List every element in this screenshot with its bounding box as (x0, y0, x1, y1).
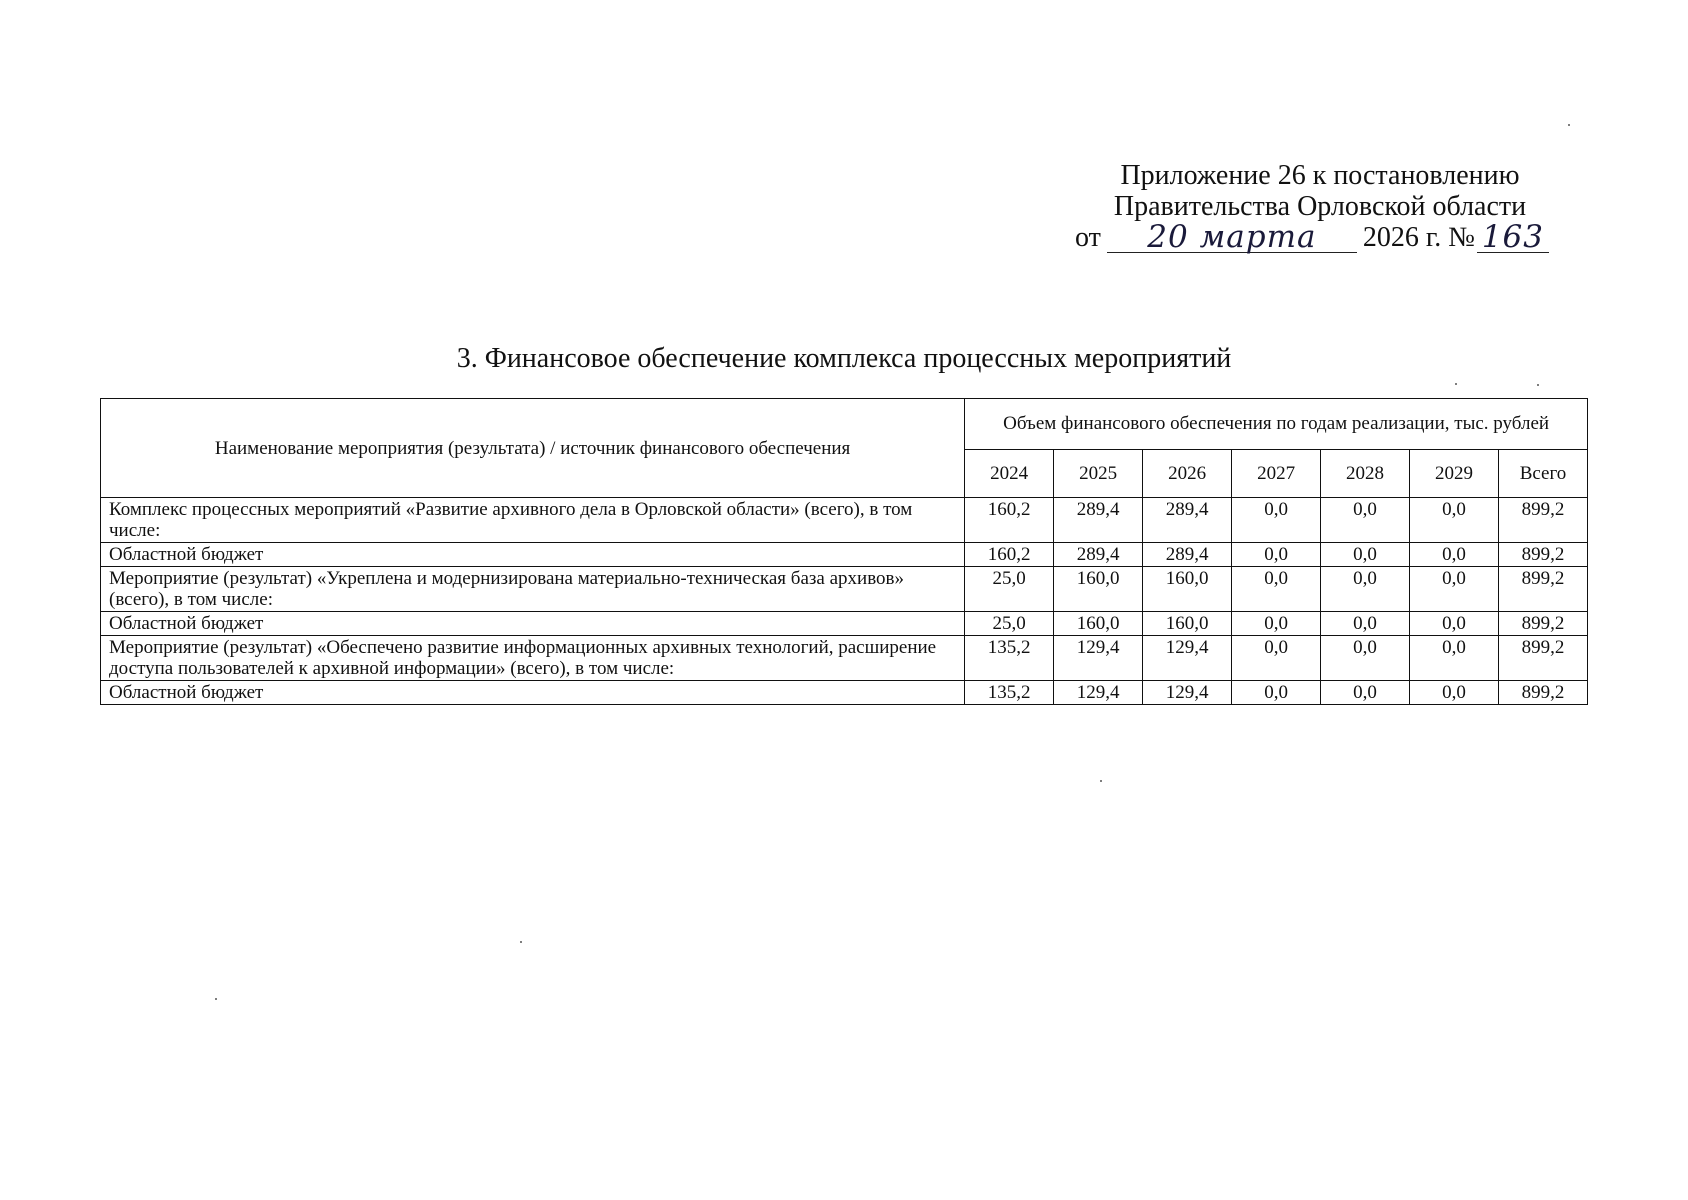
value-cell: 0,0 (1321, 567, 1410, 612)
row-name-cell: Областной бюджет (101, 612, 965, 636)
value-cell: 289,4 (1054, 543, 1143, 567)
scan-speck (215, 998, 217, 1000)
date-prefix: от (1075, 222, 1101, 253)
table-row (101, 567, 1588, 612)
table-row (101, 543, 1588, 567)
scan-speck (1568, 124, 1570, 126)
value-cell: 289,4 (1143, 498, 1232, 543)
value-cell: 899,2 (1498, 498, 1587, 543)
scan-speck (1455, 383, 1457, 385)
value-cell: 135,2 (965, 636, 1054, 681)
scan-speck (1100, 780, 1102, 782)
value-cell: 25,0 (965, 567, 1054, 612)
value-cell: 289,4 (1143, 543, 1232, 567)
value-cell: 160,0 (1054, 612, 1143, 636)
year-header-2027: 2027 (1232, 450, 1321, 498)
value-cell: 160,2 (965, 543, 1054, 567)
table-row (101, 498, 1588, 543)
year-header-2025: 2025 (1054, 450, 1143, 498)
row-name-cell: Комплекс процессных мероприятий «Развитие архивного дела в Орловской области» (всего), в том числе: (101, 498, 965, 543)
value-cell: 899,2 (1498, 543, 1587, 567)
value-cell: 0,0 (1410, 681, 1499, 705)
value-cell: 129,4 (1143, 681, 1232, 705)
date-field (1107, 219, 1357, 255)
number-field (1477, 219, 1549, 255)
value-cell: 289,4 (1054, 498, 1143, 543)
appendix-line-2: Правительства Орловской области (1113, 191, 1527, 222)
row-name-cell: Областной бюджет (101, 543, 965, 567)
row-name-cell: Мероприятие (результат) «Укреплена и модернизирована материально-техническая база архивов» (всего), в том числе: (101, 567, 965, 612)
table-row (101, 681, 1588, 705)
value-cell: 0,0 (1321, 636, 1410, 681)
value-cell: 25,0 (965, 612, 1054, 636)
value-cell: 0,0 (1232, 636, 1321, 681)
row-name-cell: Областной бюджет (101, 681, 965, 705)
value-cell: 0,0 (1410, 612, 1499, 636)
value-cell: 0,0 (1232, 567, 1321, 612)
year-header-total: Всего (1498, 450, 1587, 498)
value-cell: 899,2 (1498, 567, 1587, 612)
year-header-2028: 2028 (1321, 450, 1410, 498)
financing-volume-header: Объем финансового обеспечения по годам реализации, тыс. рублей (965, 399, 1588, 450)
financing-table (100, 398, 1588, 705)
name-column-header: Наименование мероприятия (результата) / источник финансового обеспечения (101, 399, 965, 498)
value-cell: 135,2 (965, 681, 1054, 705)
handwritten-number: 163 (1481, 219, 1544, 255)
value-cell: 899,2 (1498, 636, 1587, 681)
value-cell: 129,4 (1054, 636, 1143, 681)
value-cell: 0,0 (1232, 498, 1321, 543)
value-cell: 899,2 (1498, 681, 1587, 705)
value-cell: 160,0 (1143, 612, 1232, 636)
resolution-year: 2026 г. № (1362, 222, 1475, 253)
value-cell: 0,0 (1321, 498, 1410, 543)
value-cell: 160,2 (965, 498, 1054, 543)
value-cell: 899,2 (1498, 612, 1587, 636)
year-header-2029: 2029 (1410, 450, 1499, 498)
value-cell: 0,0 (1232, 612, 1321, 636)
appendix-line-1: Приложение 26 к постановлению (1120, 160, 1520, 191)
table-row (101, 612, 1588, 636)
value-cell: 160,0 (1054, 567, 1143, 612)
table-body (101, 498, 1588, 705)
value-cell: 0,0 (1232, 543, 1321, 567)
value-cell: 0,0 (1321, 612, 1410, 636)
value-cell: 129,4 (1054, 681, 1143, 705)
scan-speck (520, 941, 522, 943)
row-name-cell: Мероприятие (результат) «Обеспечено развитие информационных архивных технологий, расширение доступа пользователей к архивной информации» (всего), в том числе: (101, 636, 965, 681)
value-cell: 0,0 (1410, 498, 1499, 543)
table-row (101, 636, 1588, 681)
resolution-date-line (1060, 219, 1580, 255)
value-cell: 160,0 (1143, 567, 1232, 612)
value-cell: 0,0 (1232, 681, 1321, 705)
value-cell: 0,0 (1410, 636, 1499, 681)
value-cell: 129,4 (1143, 636, 1232, 681)
year-header-2024: 2024 (965, 450, 1054, 498)
value-cell: 0,0 (1410, 543, 1499, 567)
appendix-header (1060, 160, 1580, 253)
handwritten-date: 20 марта (1147, 219, 1317, 255)
value-cell: 0,0 (1321, 681, 1410, 705)
value-cell: 0,0 (1410, 567, 1499, 612)
value-cell: 0,0 (1321, 543, 1410, 567)
scan-speck (1537, 384, 1539, 386)
year-header-2026: 2026 (1143, 450, 1232, 498)
section-title: 3. Финансовое обеспечение комплекса процессных мероприятий (456, 343, 1232, 374)
